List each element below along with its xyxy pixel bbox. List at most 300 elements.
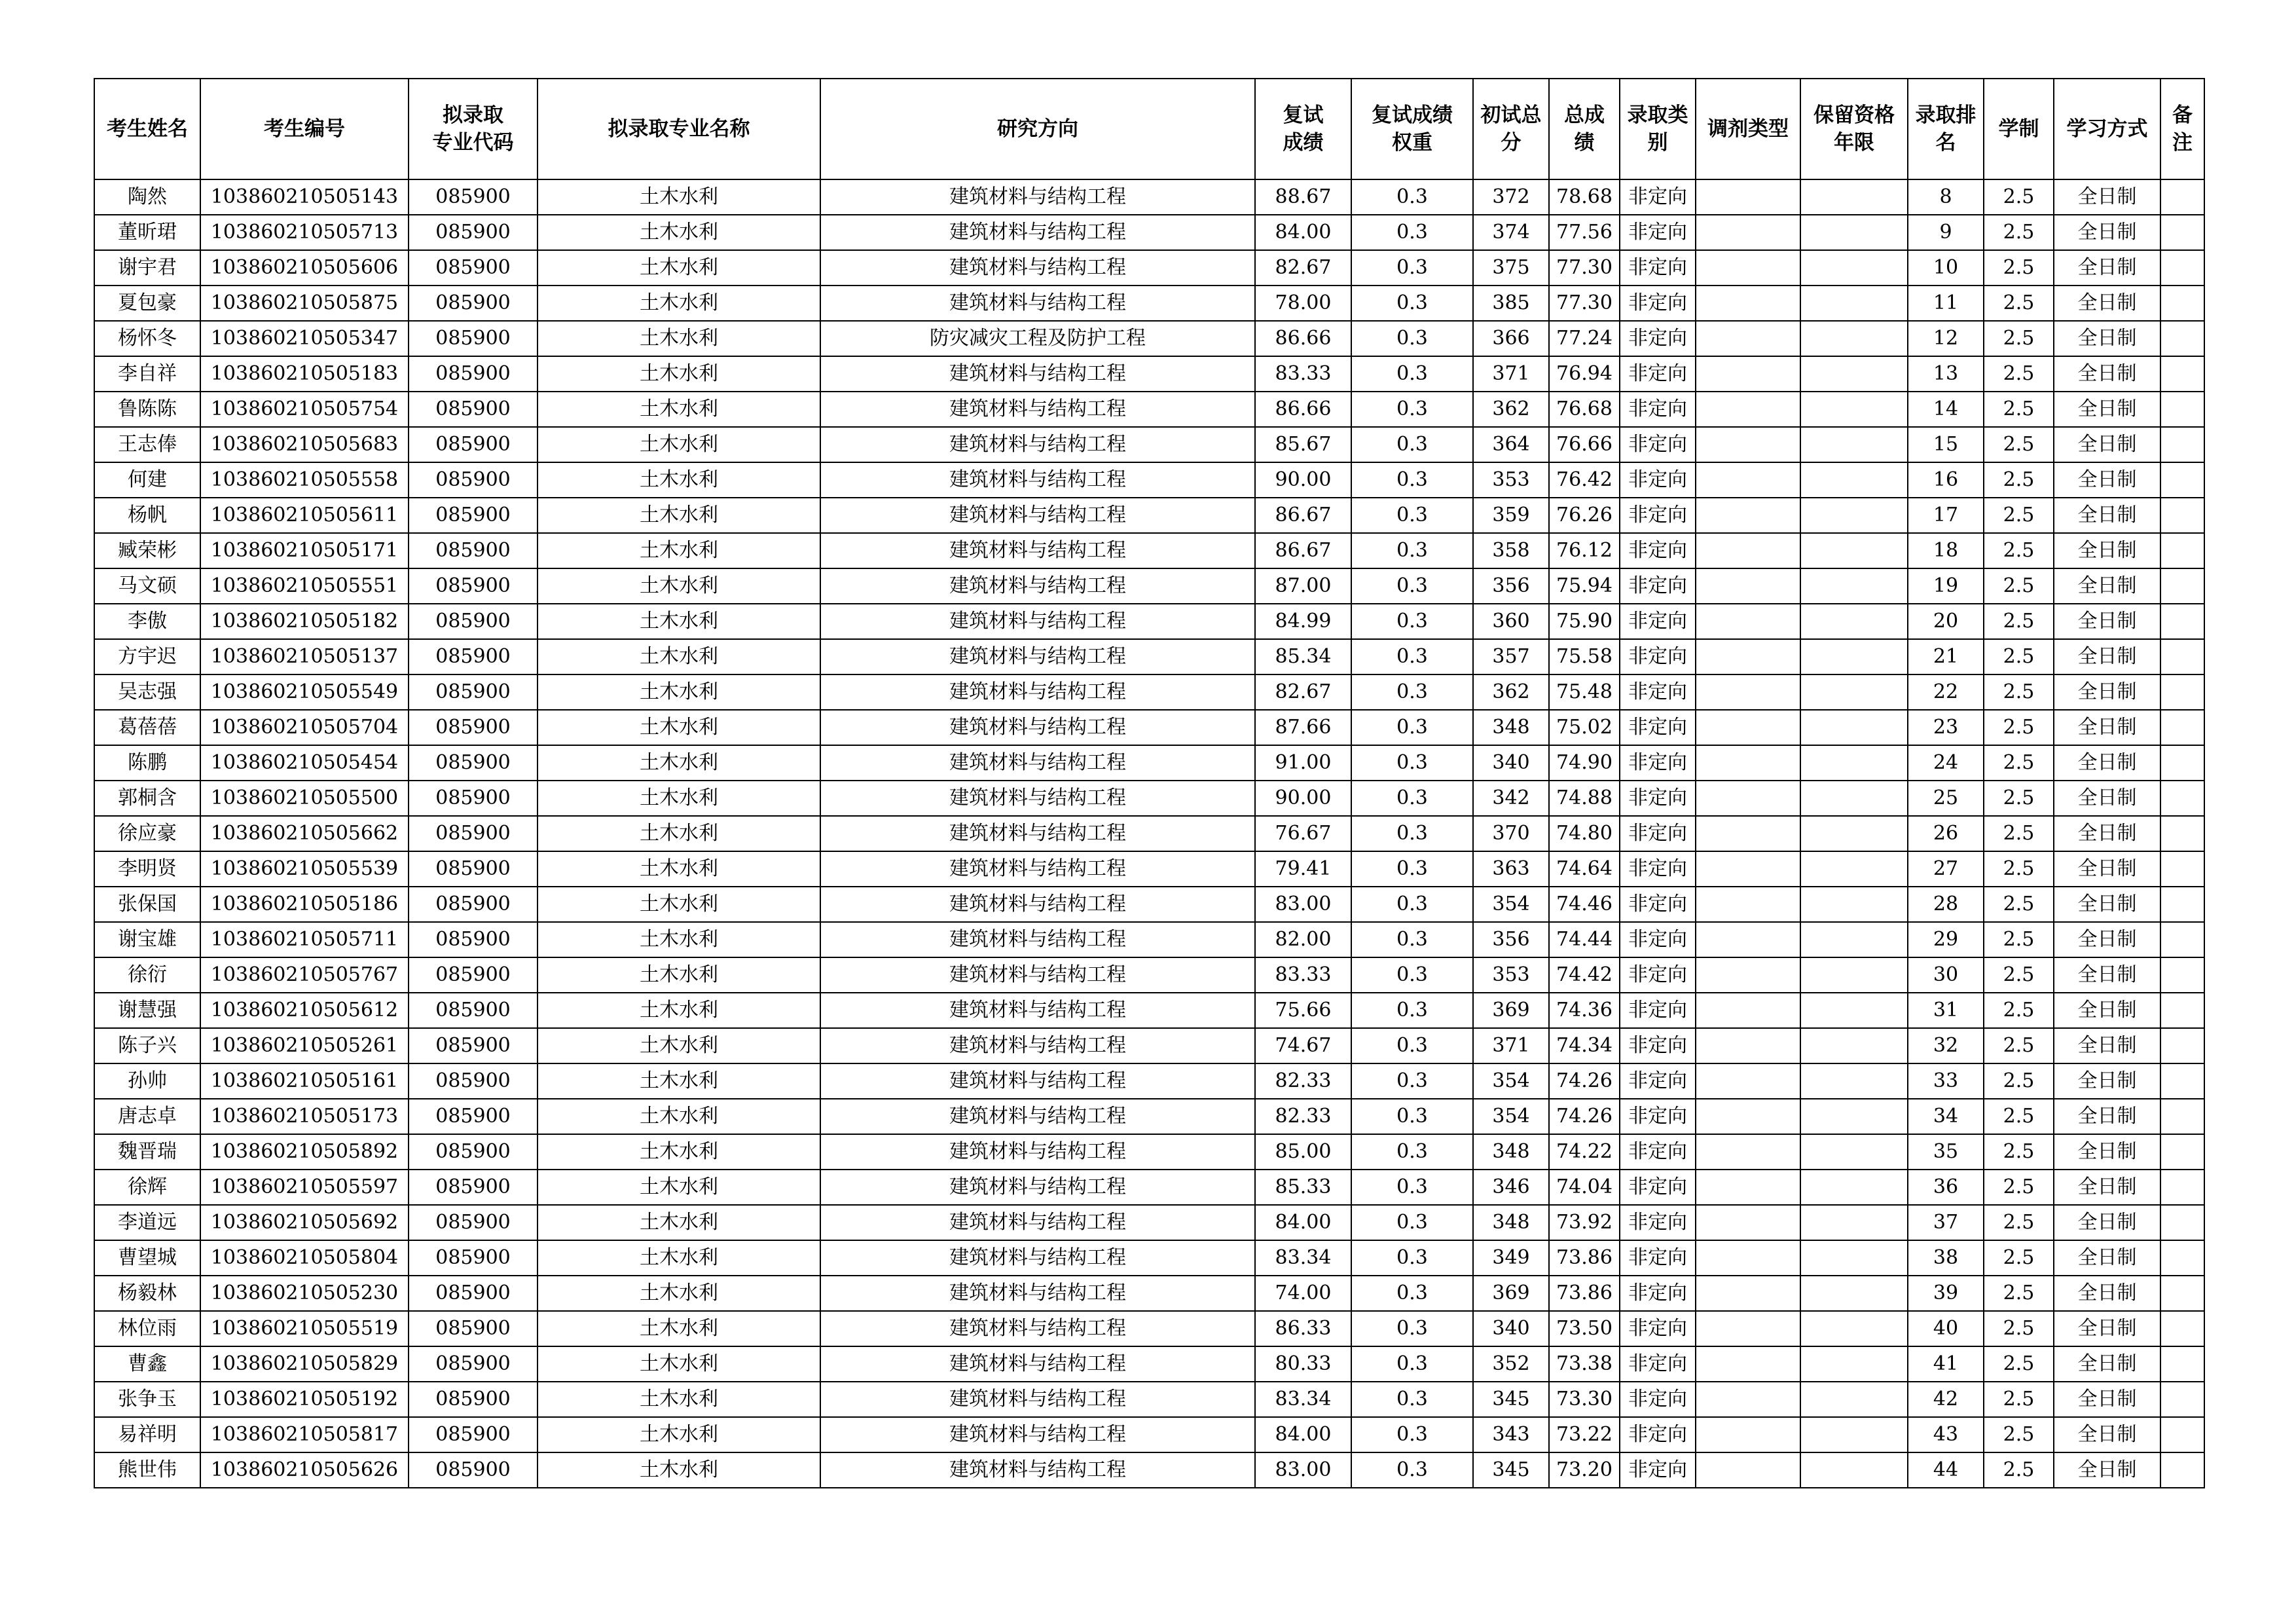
cell-transfer-type [1696,1452,1800,1488]
cell-retest-weight: 0.3 [1351,215,1473,250]
cell-major-name: 土木水利 [538,250,820,286]
cell-admission-rank: 8 [1908,179,1984,215]
cell-initial-total: 369 [1473,1276,1549,1311]
cell-transfer-type [1696,462,1800,498]
cell-admission-rank: 9 [1908,215,1984,250]
cell-transfer-type [1696,816,1800,851]
cell-major-name: 土木水利 [538,1205,820,1240]
cell-total-score: 74.80 [1549,816,1620,851]
cell-transfer-type [1696,957,1800,993]
cell-major-name: 土木水利 [538,179,820,215]
cell-retest-weight: 0.3 [1351,1170,1473,1205]
cell-major-name: 土木水利 [538,1063,820,1099]
cell-study-mode: 全日制 [2054,1134,2160,1170]
col-header-study-mode: 学习方式 [2054,79,2160,179]
table-row [94,745,2204,781]
cell-name: 李傲 [94,604,200,639]
cell-research-direction: 建筑材料与结构工程 [820,604,1255,639]
cell-major-name: 土木水利 [538,462,820,498]
cell-study-mode: 全日制 [2054,1452,2160,1488]
cell-admission-rank: 19 [1908,568,1984,604]
cell-reserve-years [1800,922,1908,957]
cell-retest-score: 78.00 [1255,286,1351,321]
cell-retest-weight: 0.3 [1351,887,1473,922]
cell-admission-category: 非定向 [1620,781,1696,816]
cell-major-code: 085900 [409,922,538,957]
cell-name: 杨怀冬 [94,321,200,356]
table-row [94,1028,2204,1063]
cell-remarks [2160,568,2204,604]
col-header-retest-score: 复试 成绩 [1255,79,1351,179]
cell-research-direction: 建筑材料与结构工程 [820,1028,1255,1063]
cell-research-direction: 防灾减灾工程及防护工程 [820,321,1255,356]
cell-candidate-id: 103860210505754 [200,392,409,427]
cell-retest-score: 84.00 [1255,1417,1351,1452]
cell-study-mode: 全日制 [2054,851,2160,887]
cell-candidate-id: 103860210505549 [200,674,409,710]
cell-research-direction: 建筑材料与结构工程 [820,179,1255,215]
cell-major-code: 085900 [409,321,538,356]
cell-study-mode: 全日制 [2054,710,2160,745]
cell-admission-rank: 33 [1908,1063,1984,1099]
table-row [94,1205,2204,1240]
cell-retest-weight: 0.3 [1351,851,1473,887]
cell-admission-rank: 21 [1908,639,1984,674]
cell-major-code: 085900 [409,427,538,462]
cell-retest-score: 84.99 [1255,604,1351,639]
cell-research-direction: 建筑材料与结构工程 [820,922,1255,957]
cell-name: 徐应豪 [94,816,200,851]
cell-retest-weight: 0.3 [1351,250,1473,286]
cell-admission-category: 非定向 [1620,392,1696,427]
cell-retest-score: 87.66 [1255,710,1351,745]
cell-admission-category: 非定向 [1620,1311,1696,1346]
cell-duration: 2.5 [1984,1240,2054,1276]
cell-retest-weight: 0.3 [1351,1099,1473,1134]
cell-admission-category: 非定向 [1620,1099,1696,1134]
cell-remarks [2160,1382,2204,1417]
cell-major-name: 土木水利 [538,392,820,427]
cell-remarks [2160,1170,2204,1205]
cell-major-code: 085900 [409,816,538,851]
cell-study-mode: 全日制 [2054,215,2160,250]
col-header-admission-category: 录取类 别 [1620,79,1696,179]
cell-duration: 2.5 [1984,215,2054,250]
cell-research-direction: 建筑材料与结构工程 [820,674,1255,710]
cell-major-name: 土木水利 [538,1240,820,1276]
cell-admission-rank: 11 [1908,286,1984,321]
cell-retest-score: 86.66 [1255,321,1351,356]
cell-candidate-id: 103860210505137 [200,639,409,674]
cell-admission-category: 非定向 [1620,250,1696,286]
cell-candidate-id: 103860210505500 [200,781,409,816]
table-body [94,179,2204,1488]
cell-initial-total: 371 [1473,1028,1549,1063]
cell-retest-score: 82.33 [1255,1063,1351,1099]
cell-retest-score: 83.34 [1255,1240,1351,1276]
cell-admission-category: 非定向 [1620,710,1696,745]
cell-study-mode: 全日制 [2054,674,2160,710]
cell-initial-total: 362 [1473,392,1549,427]
cell-major-name: 土木水利 [538,1311,820,1346]
cell-major-code: 085900 [409,286,538,321]
cell-duration: 2.5 [1984,781,2054,816]
cell-transfer-type [1696,745,1800,781]
cell-retest-score: 86.33 [1255,1311,1351,1346]
table-row [94,639,2204,674]
cell-retest-score: 84.00 [1255,1205,1351,1240]
cell-remarks [2160,1311,2204,1346]
table-row [94,568,2204,604]
cell-duration: 2.5 [1984,533,2054,568]
cell-retest-score: 82.33 [1255,1099,1351,1134]
cell-admission-rank: 32 [1908,1028,1984,1063]
cell-retest-weight: 0.3 [1351,498,1473,533]
cell-major-code: 085900 [409,1240,538,1276]
cell-admission-category: 非定向 [1620,1170,1696,1205]
cell-study-mode: 全日制 [2054,1311,2160,1346]
cell-admission-category: 非定向 [1620,922,1696,957]
cell-total-score: 74.64 [1549,851,1620,887]
cell-total-score: 74.34 [1549,1028,1620,1063]
cell-admission-rank: 41 [1908,1346,1984,1382]
table-row [94,1134,2204,1170]
cell-reserve-years [1800,286,1908,321]
cell-reserve-years [1800,639,1908,674]
cell-name: 方宇迟 [94,639,200,674]
cell-major-code: 085900 [409,710,538,745]
cell-reserve-years [1800,356,1908,392]
cell-research-direction: 建筑材料与结构工程 [820,462,1255,498]
cell-total-score: 75.58 [1549,639,1620,674]
cell-retest-score: 74.67 [1255,1028,1351,1063]
cell-major-code: 085900 [409,639,538,674]
cell-major-name: 土木水利 [538,568,820,604]
cell-admission-category: 非定向 [1620,1452,1696,1488]
cell-transfer-type [1696,639,1800,674]
cell-candidate-id: 103860210505713 [200,215,409,250]
cell-study-mode: 全日制 [2054,1205,2160,1240]
cell-major-code: 085900 [409,993,538,1028]
cell-major-name: 土木水利 [538,816,820,851]
cell-major-code: 085900 [409,957,538,993]
cell-reserve-years [1800,1382,1908,1417]
table-row [94,710,2204,745]
cell-major-name: 土木水利 [538,215,820,250]
cell-transfer-type [1696,710,1800,745]
cell-total-score: 75.02 [1549,710,1620,745]
cell-reserve-years [1800,1028,1908,1063]
cell-retest-weight: 0.3 [1351,1205,1473,1240]
table-row [94,392,2204,427]
cell-candidate-id: 103860210505611 [200,498,409,533]
cell-duration: 2.5 [1984,462,2054,498]
cell-name: 谢慧强 [94,993,200,1028]
cell-major-name: 土木水利 [538,1452,820,1488]
cell-research-direction: 建筑材料与结构工程 [820,745,1255,781]
cell-transfer-type [1696,887,1800,922]
cell-major-code: 085900 [409,250,538,286]
cell-initial-total: 366 [1473,321,1549,356]
table-row [94,887,2204,922]
cell-study-mode: 全日制 [2054,356,2160,392]
cell-study-mode: 全日制 [2054,1382,2160,1417]
cell-major-name: 土木水利 [538,781,820,816]
cell-admission-rank: 13 [1908,356,1984,392]
cell-remarks [2160,1205,2204,1240]
cell-research-direction: 建筑材料与结构工程 [820,1382,1255,1417]
cell-admission-rank: 20 [1908,604,1984,639]
cell-name: 唐志卓 [94,1099,200,1134]
cell-admission-category: 非定向 [1620,887,1696,922]
cell-admission-rank: 35 [1908,1134,1984,1170]
cell-retest-weight: 0.3 [1351,1063,1473,1099]
cell-retest-score: 84.00 [1255,215,1351,250]
cell-reserve-years [1800,533,1908,568]
table-row [94,816,2204,851]
cell-retest-weight: 0.3 [1351,674,1473,710]
cell-research-direction: 建筑材料与结构工程 [820,1099,1255,1134]
cell-retest-score: 85.33 [1255,1170,1351,1205]
cell-initial-total: 375 [1473,250,1549,286]
cell-duration: 2.5 [1984,1170,2054,1205]
cell-initial-total: 359 [1473,498,1549,533]
cell-name: 谢宝雄 [94,922,200,957]
cell-total-score: 73.22 [1549,1417,1620,1452]
table-row [94,957,2204,993]
cell-total-score: 77.56 [1549,215,1620,250]
cell-reserve-years [1800,568,1908,604]
cell-admission-rank: 15 [1908,427,1984,462]
cell-major-code: 085900 [409,887,538,922]
cell-remarks [2160,674,2204,710]
cell-transfer-type [1696,1417,1800,1452]
cell-major-name: 土木水利 [538,533,820,568]
cell-admission-rank: 10 [1908,250,1984,286]
cell-name: 马文硕 [94,568,200,604]
cell-initial-total: 348 [1473,1205,1549,1240]
header-row [94,79,2204,179]
cell-research-direction: 建筑材料与结构工程 [820,1452,1255,1488]
cell-duration: 2.5 [1984,427,2054,462]
cell-study-mode: 全日制 [2054,1099,2160,1134]
cell-candidate-id: 103860210505704 [200,710,409,745]
cell-total-score: 73.50 [1549,1311,1620,1346]
cell-total-score: 76.12 [1549,533,1620,568]
cell-major-code: 085900 [409,1170,538,1205]
cell-retest-weight: 0.3 [1351,1311,1473,1346]
cell-study-mode: 全日制 [2054,392,2160,427]
cell-admission-category: 非定向 [1620,427,1696,462]
cell-major-code: 085900 [409,215,538,250]
cell-transfer-type [1696,1028,1800,1063]
cell-reserve-years [1800,1346,1908,1382]
cell-major-code: 085900 [409,674,538,710]
cell-major-code: 085900 [409,1063,538,1099]
table-row [94,1382,2204,1417]
cell-initial-total: 364 [1473,427,1549,462]
cell-name: 张保国 [94,887,200,922]
cell-admission-category: 非定向 [1620,1276,1696,1311]
cell-admission-rank: 24 [1908,745,1984,781]
cell-major-code: 085900 [409,604,538,639]
cell-admission-rank: 40 [1908,1311,1984,1346]
cell-remarks [2160,498,2204,533]
cell-study-mode: 全日制 [2054,321,2160,356]
cell-transfer-type [1696,851,1800,887]
cell-candidate-id: 103860210505519 [200,1311,409,1346]
cell-retest-weight: 0.3 [1351,392,1473,427]
cell-duration: 2.5 [1984,957,2054,993]
cell-admission-category: 非定向 [1620,533,1696,568]
cell-duration: 2.5 [1984,1382,2054,1417]
cell-research-direction: 建筑材料与结构工程 [820,568,1255,604]
cell-name: 易祥明 [94,1417,200,1452]
cell-major-code: 085900 [409,781,538,816]
cell-name: 杨毅林 [94,1276,200,1311]
cell-candidate-id: 103860210505829 [200,1346,409,1382]
cell-major-name: 土木水利 [538,286,820,321]
cell-reserve-years [1800,993,1908,1028]
cell-retest-weight: 0.3 [1351,1417,1473,1452]
cell-candidate-id: 103860210505558 [200,462,409,498]
table-row [94,1240,2204,1276]
cell-study-mode: 全日制 [2054,604,2160,639]
cell-admission-rank: 14 [1908,392,1984,427]
cell-research-direction: 建筑材料与结构工程 [820,1134,1255,1170]
cell-name: 魏晋瑞 [94,1134,200,1170]
cell-study-mode: 全日制 [2054,816,2160,851]
cell-retest-weight: 0.3 [1351,639,1473,674]
cell-reserve-years [1800,887,1908,922]
cell-research-direction: 建筑材料与结构工程 [820,533,1255,568]
cell-name: 熊世伟 [94,1452,200,1488]
cell-duration: 2.5 [1984,392,2054,427]
cell-total-score: 73.86 [1549,1240,1620,1276]
cell-remarks [2160,533,2204,568]
cell-admission-category: 非定向 [1620,604,1696,639]
cell-candidate-id: 103860210505183 [200,356,409,392]
cell-admission-rank: 12 [1908,321,1984,356]
cell-name: 郭桐含 [94,781,200,816]
cell-major-name: 土木水利 [538,1382,820,1417]
cell-retest-score: 82.67 [1255,674,1351,710]
cell-admission-category: 非定向 [1620,1240,1696,1276]
cell-name: 孙帅 [94,1063,200,1099]
table-row [94,286,2204,321]
cell-admission-category: 非定向 [1620,321,1696,356]
cell-major-name: 土木水利 [538,1276,820,1311]
cell-candidate-id: 103860210505817 [200,1417,409,1452]
cell-retest-weight: 0.3 [1351,462,1473,498]
cell-admission-category: 非定向 [1620,674,1696,710]
cell-admission-rank: 17 [1908,498,1984,533]
cell-admission-rank: 30 [1908,957,1984,993]
cell-remarks [2160,922,2204,957]
table-row [94,356,2204,392]
col-header-major-code: 拟录取 专业代码 [409,79,538,179]
cell-study-mode: 全日制 [2054,1417,2160,1452]
cell-candidate-id: 103860210505261 [200,1028,409,1063]
cell-name: 何建 [94,462,200,498]
cell-reserve-years [1800,1417,1908,1452]
cell-initial-total: 340 [1473,1311,1549,1346]
col-header-remarks: 备 注 [2160,79,2204,179]
cell-initial-total: 362 [1473,674,1549,710]
cell-reserve-years [1800,604,1908,639]
cell-admission-rank: 37 [1908,1205,1984,1240]
table-row [94,851,2204,887]
cell-study-mode: 全日制 [2054,179,2160,215]
cell-total-score: 76.42 [1549,462,1620,498]
cell-research-direction: 建筑材料与结构工程 [820,250,1255,286]
cell-reserve-years [1800,1099,1908,1134]
cell-reserve-years [1800,1134,1908,1170]
cell-total-score: 76.68 [1549,392,1620,427]
cell-major-name: 土木水利 [538,710,820,745]
cell-major-name: 土木水利 [538,498,820,533]
cell-admission-category: 非定向 [1620,1417,1696,1452]
cell-remarks [2160,816,2204,851]
cell-initial-total: 348 [1473,1134,1549,1170]
cell-initial-total: 385 [1473,286,1549,321]
cell-candidate-id: 103860210505182 [200,604,409,639]
cell-total-score: 73.92 [1549,1205,1620,1240]
cell-major-code: 085900 [409,1382,538,1417]
cell-study-mode: 全日制 [2054,1240,2160,1276]
cell-admission-rank: 28 [1908,887,1984,922]
cell-initial-total: 346 [1473,1170,1549,1205]
cell-retest-weight: 0.3 [1351,1382,1473,1417]
cell-initial-total: 369 [1473,993,1549,1028]
cell-research-direction: 建筑材料与结构工程 [820,816,1255,851]
cell-admission-category: 非定向 [1620,179,1696,215]
cell-candidate-id: 103860210505347 [200,321,409,356]
cell-total-score: 78.68 [1549,179,1620,215]
cell-transfer-type [1696,498,1800,533]
cell-candidate-id: 103860210505662 [200,816,409,851]
cell-admission-rank: 38 [1908,1240,1984,1276]
cell-duration: 2.5 [1984,356,2054,392]
cell-name: 李自祥 [94,356,200,392]
cell-transfer-type [1696,250,1800,286]
cell-reserve-years [1800,710,1908,745]
cell-admission-rank: 43 [1908,1417,1984,1452]
cell-research-direction: 建筑材料与结构工程 [820,1205,1255,1240]
cell-candidate-id: 103860210505143 [200,179,409,215]
cell-name: 谢宇君 [94,250,200,286]
cell-transfer-type [1696,179,1800,215]
cell-total-score: 74.36 [1549,993,1620,1028]
cell-major-name: 土木水利 [538,427,820,462]
cell-name: 陈子兴 [94,1028,200,1063]
cell-remarks [2160,179,2204,215]
cell-retest-score: 90.00 [1255,462,1351,498]
cell-study-mode: 全日制 [2054,250,2160,286]
cell-research-direction: 建筑材料与结构工程 [820,1346,1255,1382]
cell-total-score: 74.46 [1549,887,1620,922]
cell-duration: 2.5 [1984,1134,2054,1170]
cell-research-direction: 建筑材料与结构工程 [820,957,1255,993]
cell-remarks [2160,639,2204,674]
admission-table [94,78,2205,1488]
cell-duration: 2.5 [1984,179,2054,215]
cell-research-direction: 建筑材料与结构工程 [820,710,1255,745]
cell-retest-weight: 0.3 [1351,1240,1473,1276]
cell-name: 董昕珺 [94,215,200,250]
cell-reserve-years [1800,1311,1908,1346]
cell-initial-total: 356 [1473,568,1549,604]
